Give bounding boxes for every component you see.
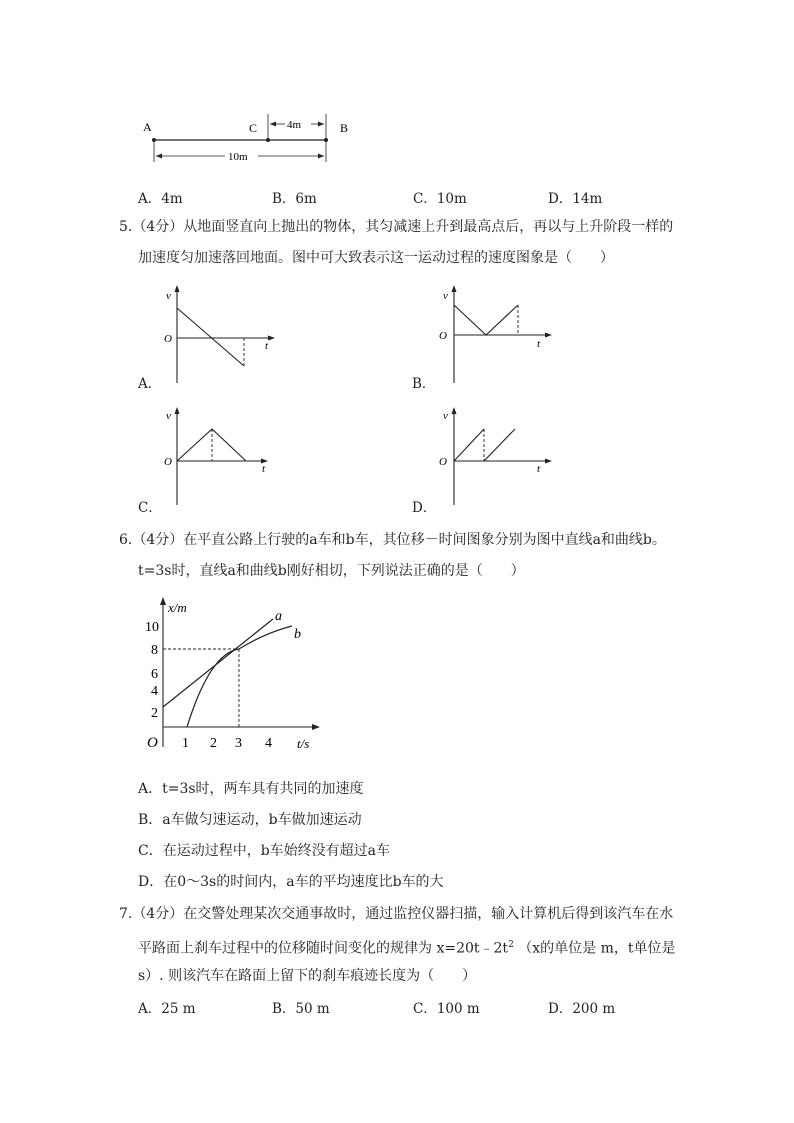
q6-xtick-2: 2 — [210, 736, 217, 751]
q7-option-a[interactable]: A．25 m — [138, 1001, 196, 1017]
q5-graph-c — [160, 405, 280, 510]
q5d-velocity-line-2 — [484, 429, 515, 461]
q7-stem-line2 — [138, 935, 676, 959]
label-a: A — [143, 120, 152, 134]
q6-x-axis-label: t/s — [297, 736, 310, 751]
dim-cb: 4m — [287, 119, 302, 131]
q5-stem-line2: 加速度匀加速落回地面。图中可大致表示这一运动过程的速度图象是（ ） — [138, 250, 614, 266]
q5c-axis-t: t — [262, 463, 266, 475]
q7-option-c[interactable]: C．100 m — [413, 1001, 480, 1017]
q7-stem-line1: 7.（4分）在交警处理某次交通事故时，通过监控仪器扫描，输入计算机后得到该汽车在水 — [119, 906, 674, 922]
q5-graph-b — [437, 283, 557, 388]
q5-graph-d — [437, 405, 557, 510]
q6-line-a — [163, 619, 273, 707]
q6-xt-graph — [140, 593, 330, 755]
q6-ytick-2: 2 — [151, 706, 158, 721]
q5-option-c[interactable]: C． — [138, 500, 162, 516]
q4-option-a[interactable]: A．4m — [138, 191, 183, 207]
q6-xtick-4: 4 — [265, 736, 272, 751]
q5a-origin: O — [164, 333, 172, 345]
q6-stem-line1: 6.（4分）在平直公路上行驶的a车和b车，其位移－时间图象分别为图中直线a和曲线b。 — [119, 532, 666, 548]
q7-stem-line2-units: （x的单位是 m，t单位是 — [513, 940, 676, 957]
q6-origin: O — [147, 735, 158, 751]
q6-curve-b — [187, 626, 292, 727]
q5a-axis-t: t — [265, 340, 269, 352]
q5b-axis-t: t — [537, 338, 541, 350]
q5a-axis-v: v — [166, 290, 171, 302]
q5-stem-line1: 5.（4分）从地面竖直向上抛出的物体，其匀减速上升到最高点后，再以与上升阶段一样的 — [119, 219, 674, 235]
q5c-velocity-line — [177, 429, 246, 461]
q4-option-b[interactable]: B．6m — [272, 191, 317, 207]
q5d-origin: O — [439, 456, 447, 468]
q7-option-d[interactable]: D．200 m — [548, 1001, 616, 1017]
q5-graph-a — [160, 283, 280, 388]
q5c-axis-v: v — [166, 410, 171, 422]
q6-option-a[interactable]: A．t=3s时，两车具有共同的加速度 — [138, 781, 364, 797]
q5b-origin: O — [439, 330, 447, 342]
q5-option-d[interactable]: D． — [412, 500, 437, 516]
q5b-axis-v: v — [443, 290, 448, 302]
q7-stem-line3: s）. 则该汽车在路面上留下的刹车痕迹长度为（ ） — [138, 968, 477, 984]
q5d-axis-v: v — [443, 410, 448, 422]
q6-ytick-10: 10 — [145, 620, 159, 635]
q5d-axis-t: t — [537, 463, 541, 475]
label-c: C — [249, 121, 258, 135]
q5c-origin: O — [164, 456, 172, 468]
q6-xtick-3: 3 — [235, 736, 242, 751]
q7-exponent: 2 — [508, 940, 514, 950]
q6-ytick-4: 4 — [151, 684, 158, 699]
q6-option-b[interactable]: B．a车做匀速运动，b车做加速运动 — [138, 812, 362, 828]
q4-option-d[interactable]: D．14m — [548, 191, 603, 207]
q6-y-axis-label: x/m — [168, 600, 187, 615]
q5b-velocity-line — [454, 305, 518, 335]
segment-figure — [130, 110, 370, 170]
q5-option-a[interactable]: A． — [138, 376, 162, 392]
q5d-velocity-line-1 — [454, 429, 484, 461]
q6-ytick-6: 6 — [151, 667, 158, 682]
q6-ytick-8: 8 — [151, 643, 158, 658]
q7-stem-line2-main: 平路面上刹车过程中的位移随时间变化的规律为 x=20t﹣2t — [138, 940, 509, 957]
q6-xtick-1: 1 — [182, 736, 189, 751]
q4-option-c[interactable]: C．10m — [413, 191, 467, 207]
label-b: B — [340, 121, 349, 135]
q6-label-b: b — [294, 627, 301, 642]
dim-ab: 10m — [228, 151, 248, 163]
q6-stem-line2: t=3s时，直线a和曲线b刚好相切，下列说法正确的是（ ） — [138, 563, 525, 579]
q6-option-c[interactable]: C．在运动过程中，b车始终没有超过a车 — [138, 843, 391, 859]
q7-option-b[interactable]: B．50 m — [272, 1001, 330, 1017]
q6-label-a: a — [275, 609, 282, 624]
q6-option-d[interactable]: D．在0～3s的时间内，a车的平均速度比b车的大 — [138, 874, 444, 890]
q5-option-b[interactable]: B． — [412, 376, 436, 392]
q5a-velocity-line — [177, 308, 244, 366]
